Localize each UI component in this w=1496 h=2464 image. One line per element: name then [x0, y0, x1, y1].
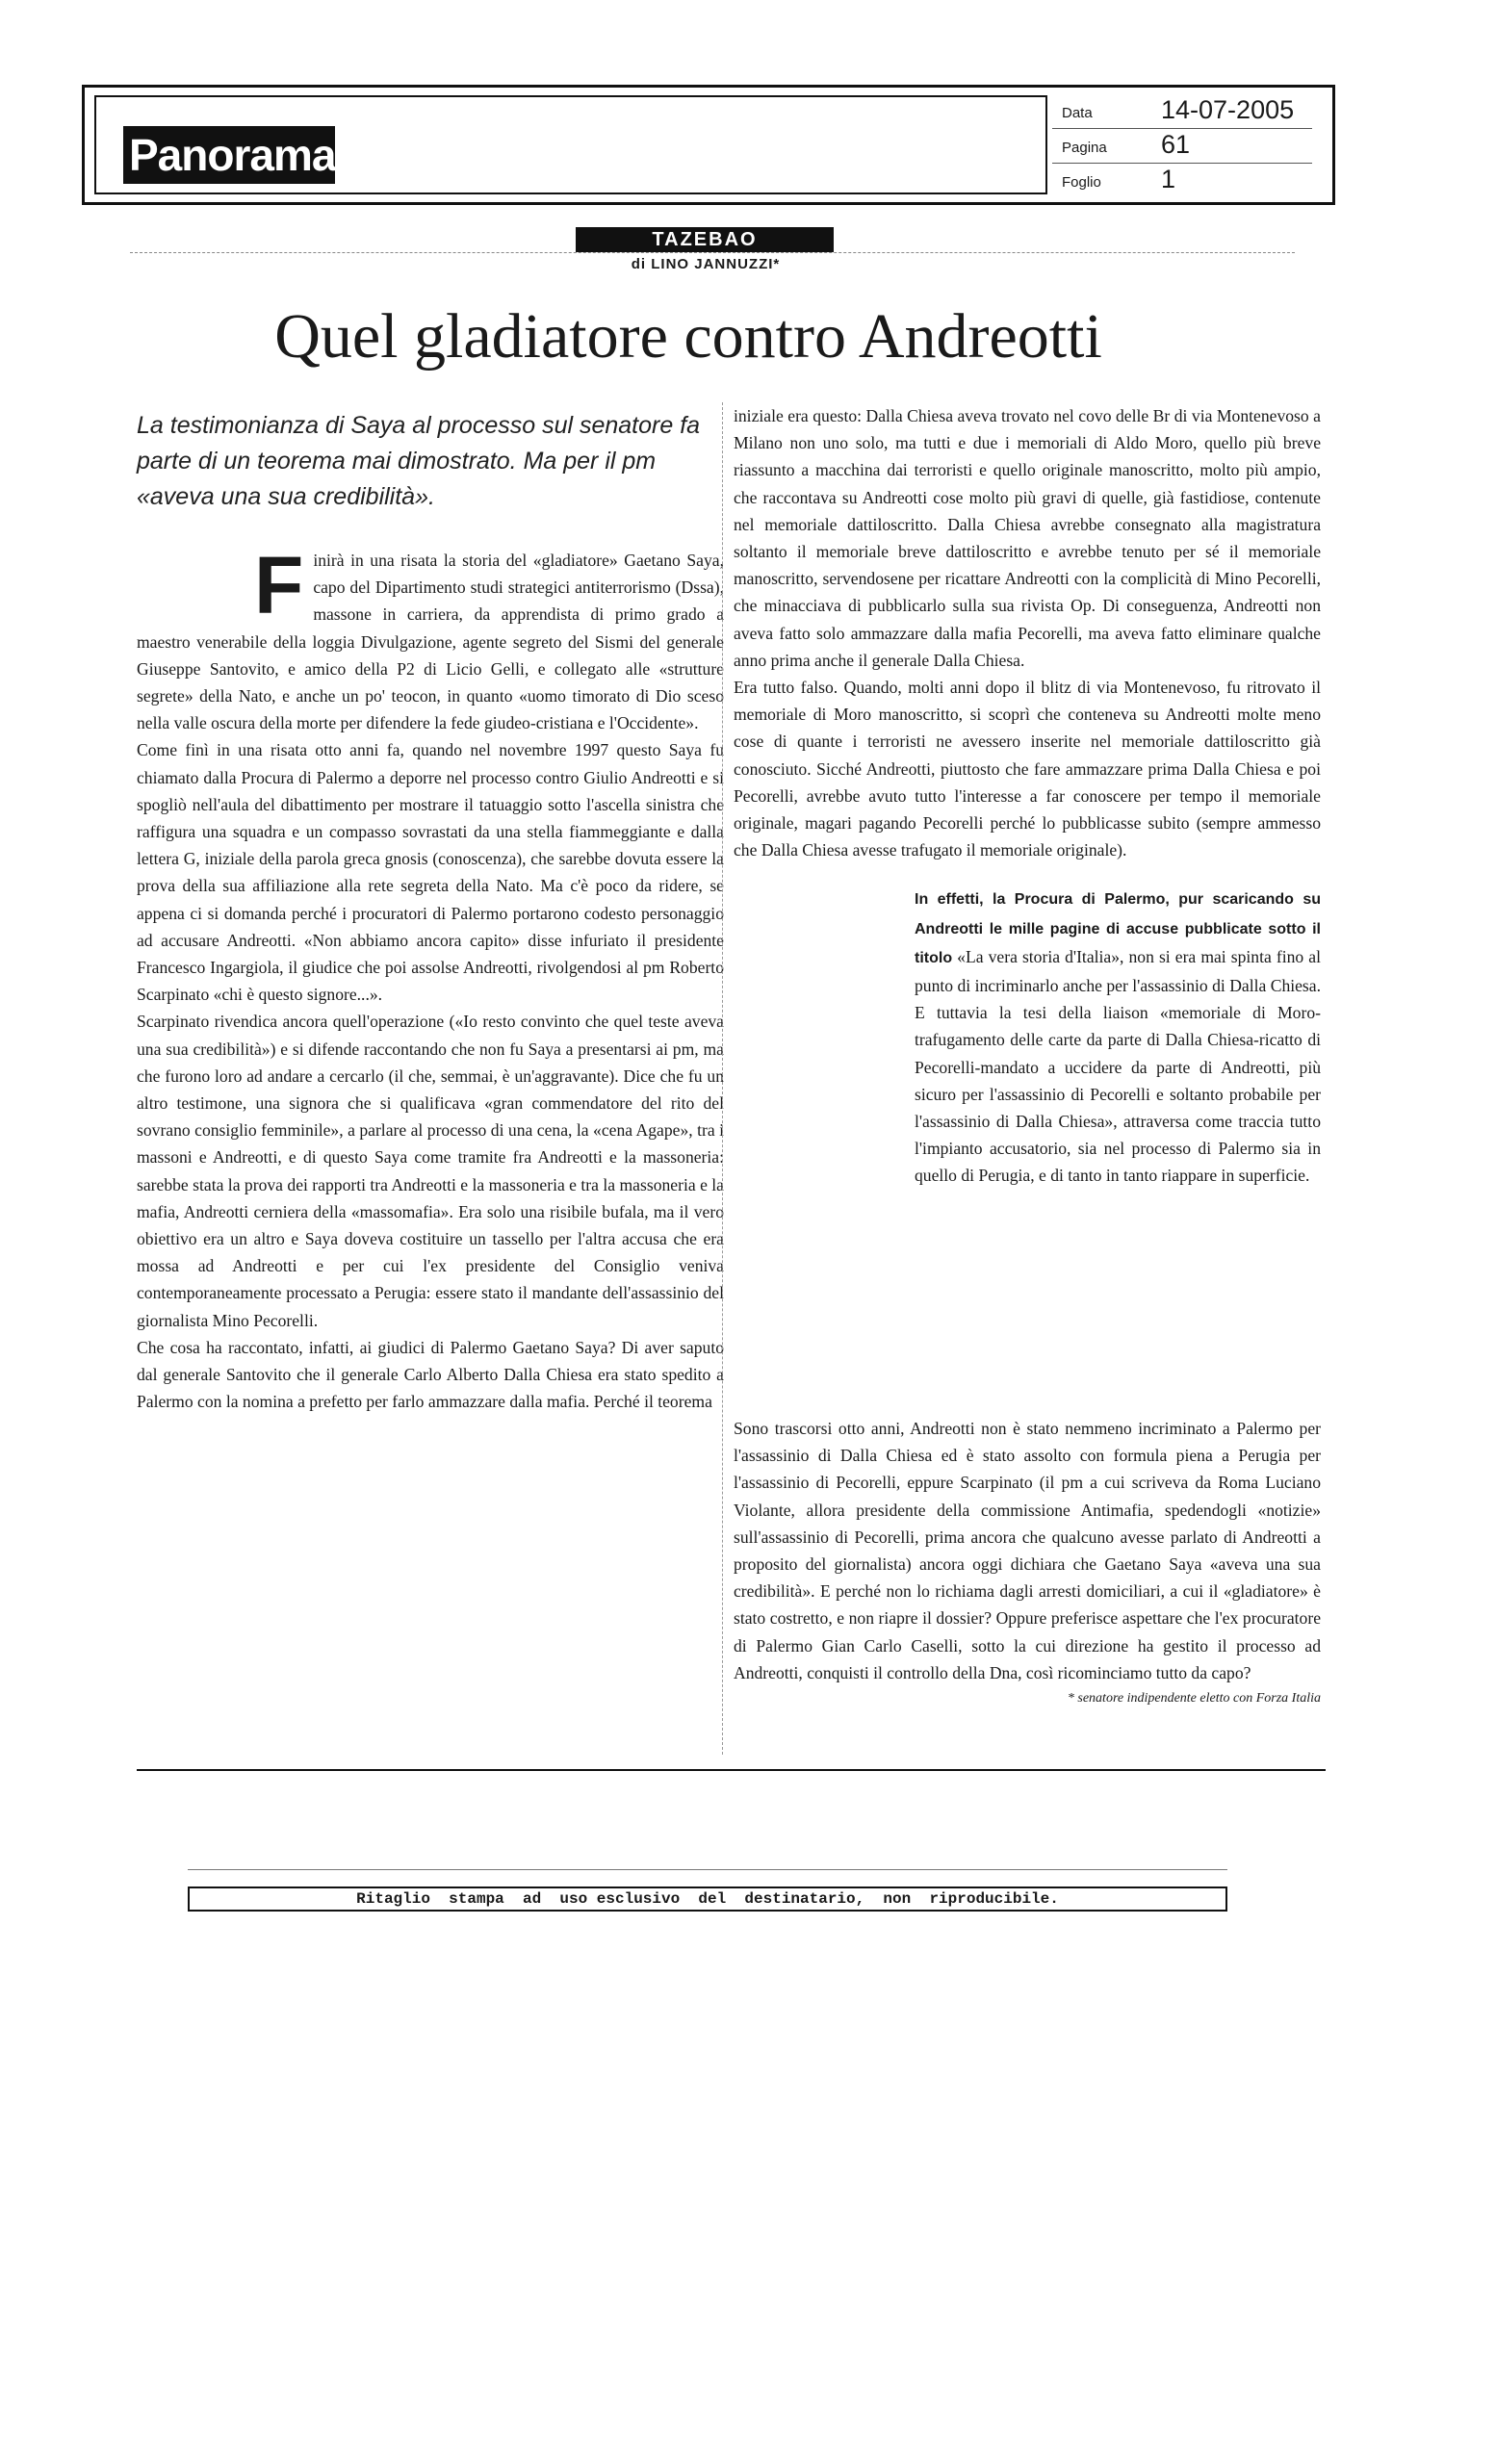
page-value: 61 — [1161, 130, 1191, 159]
date-row — [1062, 95, 1322, 126]
paragraph-continuation: «La vera storia d'Italia», non si era mai spinta fino al punto di incriminarlo anche per l'assassinio di Dalla Chiesa. E tuttavia la tesi della liaison «memoriale di Moro-trafugamento delle carte da parte di Dalla Chiesa-ricatto di Pecorelli-mandato a uccidere da parte di Andreotti, più sicuro per l'assassinio di Pecorelli e soltanto probabile per l'assassinio di Dalla Chiesa», attraversa come traccia tutto l'impianto accusatorio, sia nel processo di Palermo sia in quello di Perugia, e di tanto in tanto riappare in superficie. — [915, 946, 1321, 1186]
article-title: Quel gladiatore contro Andreotti — [274, 301, 1102, 372]
page-label: Pagina — [1062, 140, 1107, 156]
body-paragraph: Scarpinato rivendica ancora quell'operazione («Io resto convinto che quel teste aveva una sua credibilità») e si difende raccontando che non fu Saya a presentarsi ai pm, ma che furono loro ad andare a cercarlo (il che, semmai, è un'aggravante). Dice che fu un altro testimone, una signora che si qualificava «gran commendatore del rito del sovrano consiglio femminile», a parlare al processo di una cena, la «cena Agape», tra i massoni e Andreotti, e di questo Saya come tramite fra Andreotti e la massoneria: sarebbe stata la prova dei rapporti tra Andreotti e la massoneria e tra la massoneria e la mafia, Andreotti cerniera della «massomafia». Era solo una risibile bufala, ma il vero obiettivo era un altro e Saya doveva costituire un tassello per l'altra accusa che era mossa ad Andreotti e per cui l'ex presidente del Consiglio veniva contemporaneamente processato a Perugia: essere stato il mandante dell'assassinio del giornalista Mino Pecorelli. — [137, 1012, 724, 1330]
closing-block — [734, 1415, 1321, 1709]
column-divider — [722, 402, 723, 1755]
bold-lead-in: In effetti, la Procura di Palermo, pur scaricando su Andreotti le mille pagine di accuse pubblicate sotto il titolo — [915, 891, 1321, 966]
article-lead: La testimonianza di Saya al processo sul senatore fa parte di un teorema mai dimostrato. Ma per il pm «aveva una sua credibilità». — [137, 412, 701, 510]
sheet-row — [1062, 165, 1322, 195]
reproduction-notice: Ritaglio stampa ad uso esclusivo del destinatario, non riproducibile. — [188, 1886, 1227, 1912]
clipping-metadata — [1052, 93, 1322, 196]
author-note: * senatore indipendente eletto con Forza Italia — [1067, 1691, 1321, 1707]
sheet-label: Foglio — [1062, 174, 1101, 191]
body-paragraph: Che cosa ha raccontato, infatti, ai giudici di Palermo Gaetano Saya? Di aver saputo dal generale Santovito che il generale Carlo Alberto Dalla Chiesa era stato spedito a Palermo con la nomina a prefetto per farlo ammazzare dalla mafia. Perché il teorema — [137, 1337, 724, 1412]
column-name: TAZEBAO — [576, 227, 834, 252]
page-row — [1062, 130, 1322, 161]
body-paragraph: Come finì in una risata otto anni fa, quando nel novembre 1997 questo Saya fu chiamato dalla Procura di Palermo a deporre nel processo contro Giulio Andreotti e si spogliò nell'aula del dibattimento per mostrare il tatuaggio sotto l'ascella sinistra che raffigura una squadra e un compasso sovrastati da una stella fiammeggiante e dalla lettera G, iniziale della parola greca gnosis (conoscenza), che sarebbe dovuta essere la prova della sua affiliazione alla rete segreta della Nato. Ma c'è poco da ridere, se appena ci si domanda perché i procuratori di Palermo portarono codesto personaggio ad accusare Andreotti. «Non abbiamo ancora capito» disse infuriato il presidente Francesco Ingargiola, il giudice che poi assolse Andreotti, rivolgendosi al pm Roberto Scarpinato «chi è questo signore...». — [137, 740, 724, 1005]
sheet-value: 1 — [1161, 165, 1176, 193]
document-header — [82, 85, 1335, 205]
meta-divider — [1052, 128, 1312, 129]
left-column — [137, 540, 724, 1416]
body-paragraph: Sono trascorsi otto anni, Andreotti non è stato nemmeno incriminato a Palermo per l'assassinio di Dalla Chiesa ed è stato assolto con formula piena a Perugia per l'assassinio di Pecorelli, eppure Scarpinato (il pm a cui scriveva da Roma Luciano Violante, allora presidente della commissione Antimafia, spedendogli «notizie» sull'assassinio di Pecorelli, prima ancora che qualcuno avesse parlato di Andreotti a proposito del giornalista) ancora oggi dichiara che Gaetano Saya «aveva una sua credibilità». E perché non lo richiama dagli arresti domiciliari, a cui il «gladiatore» è stato costretto, e non riapre il dossier? Oppure preferisce aspettare che l'ex procuratore di Palermo Gian Carlo Caselli, sotto la cui direzione ha gestito il processo ad Andreotti, conquisti il controllo della Dna, così ricominciamo tutto da capo? — [734, 1419, 1321, 1682]
body-paragraph: iniziale era questo: Dalla Chiesa aveva trovato nel covo delle Br di via Montenevoso a Milano non uno solo, ma tutti e due i memoriali di Aldo Moro, quello più breve riassunto a macchina dai terroristi e quello originale manoscritto, molto più ampio, che raccontava su Andreotti cose molto più gravi di quelle, già fastidiose, contenute nel memoriale dattiloscritto. Dalla Chiesa avrebbe consegnato alla magistratura soltanto il memoriale breve dattiloscritto e avrebbe tenuto per sé il memoriale manoscritto, servendosene per ricattare Andreotti con la complicità di Mino Pecorelli, che minacciava di pubblicarlo sulla sua rivista Op. Di conseguenza, Andreotti non aveva fatto solo ammazzare dalla mafia Pecorelli, ma aveva fatto eliminare qualche anno prima anche il generale Dalla Chiesa. — [734, 406, 1321, 670]
meta-divider — [1052, 163, 1312, 164]
footer-top-rule — [188, 1869, 1227, 1870]
body-paragraph: Era tutto falso. Quando, molti anni dopo il blitz di via Montenevoso, fu ritrovato il memoriale di Moro manoscritto, si scoprì che conteneva su Andreotti molte meno cose di quante i terroristi ne avessero inserite nel memoriale dattiloscritto già conosciuto. Sicché Andreotti, piuttosto che fare ammazzare prima Dalla Chiesa e poi Pecorelli, avrebbe avuto tutto l'interesse a far conoscere per tempo il memoriale originale, magari pagando Pecorelli perché lo pubblicasse subito (sempre ammesso che Dalla Chiesa avesse trafugato il memoriale originale). — [734, 678, 1321, 860]
masthead-box — [94, 95, 1047, 194]
right-column — [734, 402, 1321, 1190]
body-paragraph: Finirà in una risata la storia del «gladiatore» Gaetano Saya, capo del Dipartimento studi strategici antiterrorismo (Dssa), massone in carriera, da apprendista di primo grado a maestro venerabile della loggia Divulgazione, agente segreto del Sismi del generale Giuseppe Santovito, e amico della P2 di Licio Gelli, e collegato alle «strutture segrete» della Nato, e anche un po' teocon, in quanto «uomo timorato di Dio sceso nella valle oscura della morte per difendere la fede giudeo-cristiana e l'Occidente». — [137, 540, 724, 733]
bottom-rule — [137, 1769, 1326, 1771]
body-paragraph — [734, 885, 1321, 1189]
byline: di LINO JANNUZZI* — [631, 256, 781, 272]
top-rule — [130, 252, 1295, 253]
date-label: Data — [1062, 105, 1093, 121]
panorama-logo: Panorama — [123, 126, 335, 184]
date-value: 14-07-2005 — [1161, 95, 1295, 124]
